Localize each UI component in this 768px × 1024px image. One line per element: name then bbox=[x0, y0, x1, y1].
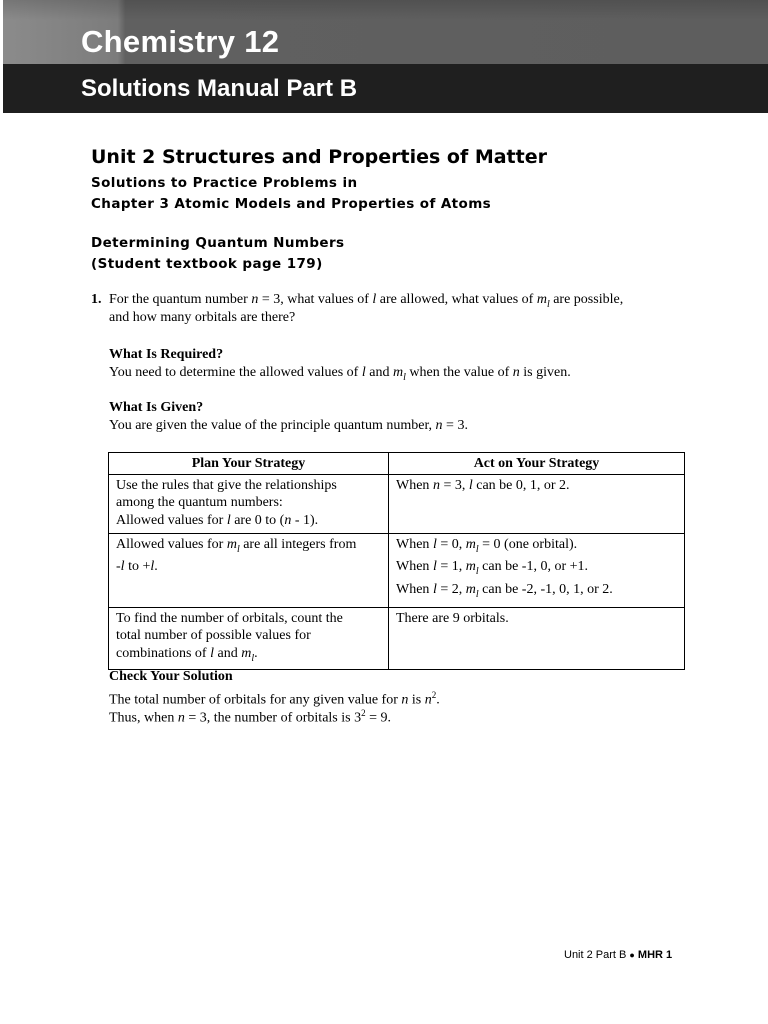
plan-line: among the quantum numbers: bbox=[116, 495, 283, 510]
page-footer bbox=[564, 949, 672, 961]
footer-bullet: ● bbox=[629, 950, 635, 960]
check-heading: Check Your Solution bbox=[109, 669, 233, 684]
given-heading: What Is Given? bbox=[109, 400, 204, 415]
plan-header: Plan Your Strategy bbox=[109, 453, 389, 475]
solutions-heading-line1: Solutions to Practice Problems in bbox=[91, 175, 358, 191]
plan-line: -l to +l. bbox=[116, 559, 158, 575]
plan-line: Allowed values for l are 0 to (n - 1). bbox=[116, 512, 319, 528]
plan-cell bbox=[109, 534, 389, 608]
act-cell bbox=[389, 474, 685, 534]
problem-number: 1. bbox=[91, 292, 102, 307]
strategy-table bbox=[108, 452, 685, 670]
book-title: Chemistry 12 bbox=[81, 24, 280, 59]
plan-cell bbox=[109, 607, 389, 669]
plan-line: Use the rules that give the relationships bbox=[116, 477, 337, 493]
plan-line: combinations of l and $m_l$. bbox=[116, 645, 258, 664]
footer-unit: Unit 2 Part B bbox=[564, 949, 627, 961]
problem-text-line2: and how many orbitals are there? bbox=[109, 310, 296, 325]
act-cell bbox=[389, 534, 685, 608]
act-line: When l = 1, $m_l$ can be -1, 0, or +1. bbox=[396, 559, 589, 578]
book-subtitle: Solutions Manual Part B bbox=[81, 75, 358, 102]
table-row bbox=[109, 534, 685, 608]
act-line: When l = 2, $m_l$ can be -2, -1, 0, 1, or 2. bbox=[396, 581, 613, 600]
plan-line: To find the number of orbitals, count the bbox=[116, 610, 343, 626]
header-banner bbox=[3, 0, 768, 113]
table-row bbox=[109, 474, 685, 534]
act-cell bbox=[389, 607, 685, 669]
check-line2: Thus, when n = 3, the number of orbitals is $3^2 = 9$. bbox=[109, 708, 391, 726]
required-heading: What Is Required? bbox=[109, 347, 224, 362]
unit-title: Unit 2 Structures and Properties of Matter bbox=[91, 146, 547, 168]
plan-line: total number of possible values for bbox=[116, 628, 311, 644]
given-text: You are given the value of the principle quantum number, n = 3. bbox=[109, 418, 468, 433]
section-heading: Determining Quantum Numbers bbox=[91, 235, 345, 251]
table-row bbox=[109, 607, 685, 669]
table-header-row bbox=[109, 453, 685, 475]
check-line1: The total number of orbitals for any given value for n is $n^2$. bbox=[109, 690, 440, 708]
required-text: You need to determine the allowed values of l and $m_l$ when the value of n is given. bbox=[109, 365, 571, 383]
solutions-heading-line2: Chapter 3 Atomic Models and Properties of Atoms bbox=[91, 196, 492, 212]
plan-line: Allowed values for $m_l$ are all integers from bbox=[116, 537, 357, 555]
plan-cell bbox=[109, 474, 389, 534]
page-number: MHR 1 bbox=[637, 949, 673, 961]
problem-text-line1-content: For the quantum number n = 3, what values of l are allowed, what values of $m_l$ are possible, bbox=[109, 292, 624, 310]
section-page-ref: (Student textbook page 179) bbox=[91, 256, 323, 272]
act-header: Act on Your Strategy bbox=[389, 453, 685, 475]
act-line: When l = 0, $m_l = 0$ (one orbital). bbox=[396, 537, 578, 555]
act-line: There are 9 orbitals. bbox=[396, 610, 509, 626]
act-line: When n = 3, l can be 0, 1, or 2. bbox=[396, 477, 570, 493]
